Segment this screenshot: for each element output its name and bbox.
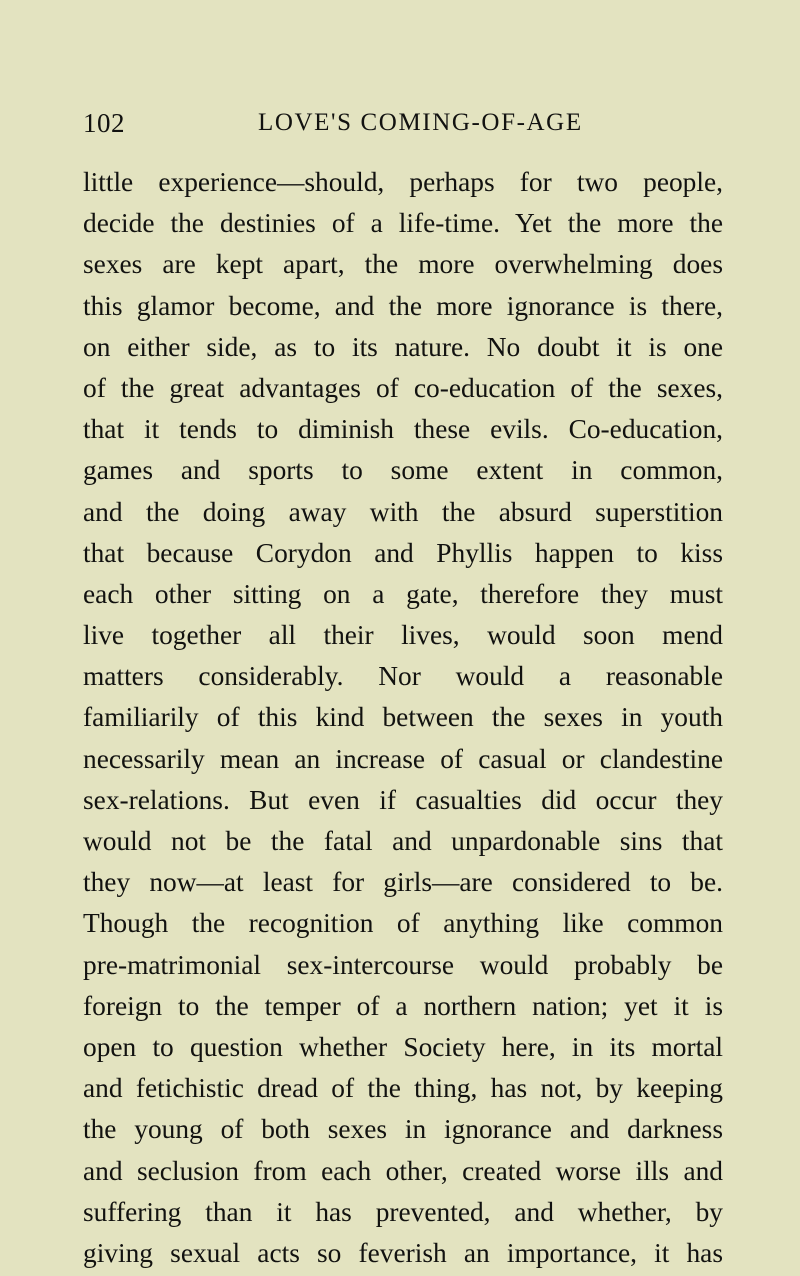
text-line: decide the destinies of a life-time. Yet the more the	[83, 208, 723, 239]
text-line: of the great advantages of co-education of the sexes,	[83, 372, 723, 403]
page-header	[83, 108, 711, 144]
text-line: the young of both sexes in ignorance and darkness	[83, 1114, 723, 1145]
text-line: games and sports to some extent in common,	[83, 455, 723, 486]
text-line: little experience—should, perhaps for two people,	[83, 167, 723, 197]
body-text	[83, 164, 723, 1276]
text-line: and the doing away with the absurd superstition	[83, 496, 723, 527]
text-line: suffering than it has prevented, and whether, by	[83, 1196, 723, 1227]
text-line: and seclusion from each other, created worse ills and	[83, 1155, 723, 1186]
text-line: pre-matrimonial sex-intercourse would probably be	[83, 949, 723, 980]
text-line: familiarily of this kind between the sexes in youth	[83, 702, 723, 733]
text-line: foreign to the temper of a northern nation; yet it is	[83, 990, 723, 1021]
text-line: sexes are kept apart, the more overwhelming does	[83, 249, 723, 280]
text-line: on either side, as to its nature. No doubt it is one	[83, 331, 723, 362]
text-line: they now—at least for girls—are considered to be.	[83, 867, 723, 898]
text-line: that it tends to diminish these evils. Co-education,	[83, 414, 723, 445]
text-line: that because Corydon and Phyllis happen to kiss	[83, 537, 723, 568]
text-line: and fetichistic dread of the thing, has not, by keeping	[83, 1073, 723, 1104]
text-line: open to question whether Society here, in its mortal	[83, 1031, 723, 1062]
text-line: necessarily mean an increase of casual or clandestine	[83, 743, 723, 774]
text-line: each other sitting on a gate, therefore they must	[83, 578, 723, 609]
text-line: sex-relations. But even if casualties did occur they	[83, 784, 723, 815]
running-head: LOVE'S COMING-OF-AGE	[258, 109, 583, 136]
text-line: giving sexual acts so feverish an importance, it has	[83, 1237, 723, 1268]
page-number: 102	[83, 108, 125, 138]
text-line: Though the recognition of anything like common	[83, 908, 723, 939]
text-line: would not be the fatal and unpardonable sins that	[83, 826, 723, 856]
text-line: this glamor become, and the more ignorance is there,	[83, 290, 723, 321]
text-line: matters considerably. Nor would a reasonable	[83, 661, 723, 692]
text-line: live together all their lives, would soon mend	[83, 620, 723, 651]
